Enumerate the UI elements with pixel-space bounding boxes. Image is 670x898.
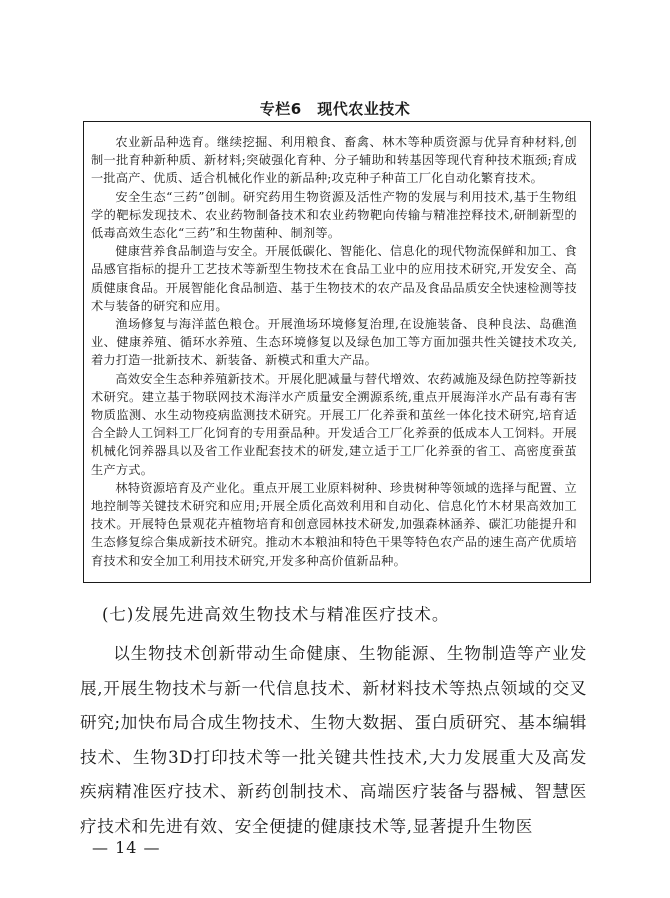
box-paragraph-new-varieties: 农业新品种选育。继续挖掘、利用粮食、畜禽、林木等种质资源与优异育种材料,创制一批育种新种质、新材料;突破强化育种、分子辅助和转基因等现代育种技术瓶颈;育成一批高产、优质、适合机械化作业的新品种;攻克种子种苗工厂化自动化繁育技术。	[91, 135, 577, 186]
column-box	[83, 121, 591, 583]
box-paragraph-fishery: 渔场修复与海洋蓝色粮仓。开展渔场环境修复治理,在设施装备、良种良法、岛礁渔业、健康养殖、循环水养殖、生态环境修复以及绿色加工等方面加强共性关键技术攻关,着力打造一批新技术、新装备、新模式和重大产品。	[91, 317, 577, 368]
box-paragraph-three-drugs: 安全生态“三药”创制。研究药用生物资源及活性产物的发展与利用技术,基于生物组学的靶标发现技术、农业药物制备技术和农业药物靶向传输与精准控释技术,研制新型的低毒高效生态化“三药”和生物菌种、制剂等。	[91, 189, 577, 241]
box-paragraph-breeding: 高效安全生态种养殖新技术。开展化肥减量与替代增效、农药减施及绿色防控等新技术研究。建立基于物联网技术海洋水产质量安全溯源系统,重点开展海洋水产品有毒有害物质监测、水生动物疫病监测技术研究。开展工厂化养蚕和茧丝一体化技术研究,培育适合全龄人工饲料工厂化饲育的专用蚕品种。开发适合工厂化养蚕的低成本人工饲料。开展机械化饲养器具以及省工作业配套技术的研发,建立适于工厂化养蚕的省工、高密度蚕茧生产方式。	[91, 371, 577, 477]
page-number: — 14 —	[92, 838, 161, 857]
body-paragraph: 以生物技术创新带动生命健康、生物能源、生物制造等产业发展,开展生物技术与新一代信息技术、新材料技术等热点领域的交叉研究;加快布局合成生物技术、生物大数据、蛋白质研究、基本编辑技术、生物3D打印技术等一批关键共性技术,大力发展重大及高发疾病精准医疗技术、新药创制技术、高端医疗装备与器械、智慧医疗技术和先进有效、安全便捷的健康技术等,显著提升生物医	[80, 644, 587, 836]
box-paragraph-food-safety: 健康营养食品制造与安全。开展低碳化、智能化、信息化的现代物流保鲜和加工、食品感官指标的提升工艺技术等新型生物技术在食品工业中的应用技术研究,开发安全、高质健康食品。开展智能化食品制造、基于生物技术的农产品及食品品质安全快速检测等技术与装备的研究和应用。	[91, 244, 577, 313]
section-heading: (七)发展先进高效生物技术与精准医疗技术。	[102, 605, 450, 624]
box-paragraph-forestry: 林特资源培育及产业化。重点开展工业原料树种、珍贵树种等领域的选择与配置、立地控制等关键技术研究和应用;开展全质化高效利用和自动化、信息化竹木材果高效加工技术。开展特色景观花卉植物培育和创意园林技术研发,加强森林涵养、碳汇功能提升和生态修复综合集成新技术研究。推动木本粮油和特色干果等特色农产品的速生高产优质培育技术和安全加工利用技术研究,开发多种高价值新品种。	[91, 480, 577, 568]
column-title: 专栏6 现代农业技术	[259, 100, 411, 118]
